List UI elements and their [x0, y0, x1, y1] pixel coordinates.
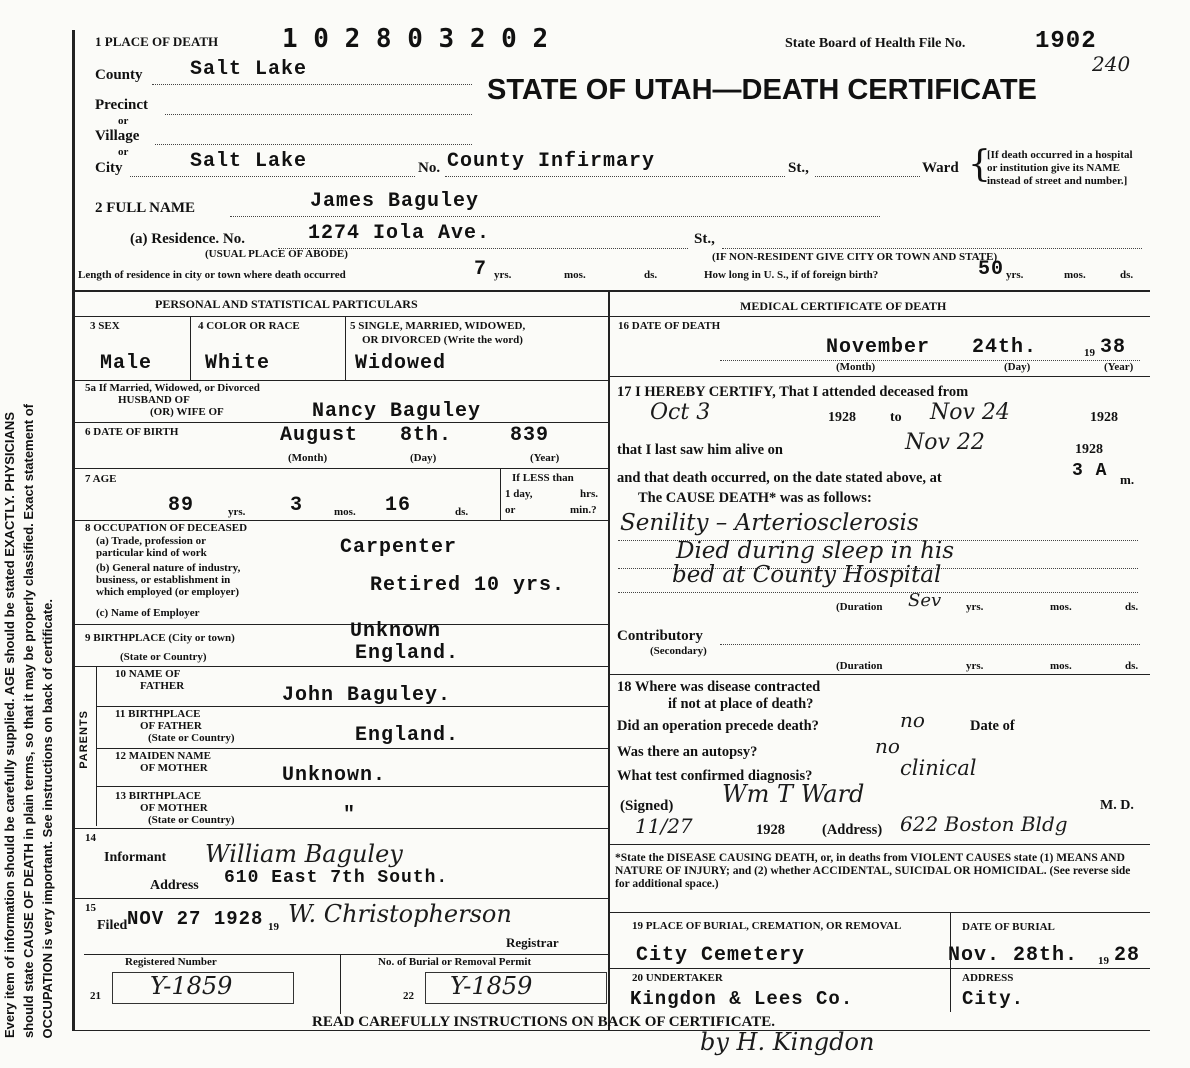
age-yrs: 89 — [168, 494, 195, 517]
us-residence-yrs: 50 — [978, 258, 1005, 281]
registered-number-number: 21 — [90, 990, 101, 1002]
mos-label: mos. — [564, 269, 586, 281]
ds-label: ds. — [1125, 660, 1139, 672]
dob-label: 6 DATE OF BIRTH — [85, 426, 179, 438]
death-year: 38 — [1100, 336, 1127, 359]
cause-label: The CAUSE DEATH* was as follows: — [638, 490, 872, 506]
min-label: min.? — [570, 504, 597, 516]
sex-label: 3 SEX — [90, 320, 120, 332]
dob-month: August — [280, 424, 359, 447]
rule — [340, 954, 341, 1014]
day-caption: (Day) — [410, 452, 437, 464]
father-birthplace: England. — [355, 724, 460, 747]
hrs-label: hrs. — [580, 488, 599, 500]
physician-signature: Wm T Ward — [722, 780, 865, 808]
last-saw-label: that I last saw him alive on — [617, 442, 783, 458]
street-no-value: County Infirmary — [447, 150, 656, 173]
test-label: What test confirmed diagnosis? — [617, 768, 813, 784]
occupation-label: 8 OCCUPATION OF DECEASED — [85, 522, 248, 534]
dob-day: 8th. — [400, 424, 453, 447]
rule — [190, 316, 191, 380]
operation-label: Did an operation precede death? — [617, 718, 819, 734]
informant-address-label: Address — [150, 878, 199, 893]
rule — [608, 912, 1150, 913]
mother-birthplace-label-2: OF MOTHER — [140, 802, 208, 814]
or-label: or — [505, 504, 516, 516]
where-contracted-label-2: if not at place of death? — [668, 696, 814, 712]
personal-header: PERSONAL AND STATISTICAL PARTICULARS — [155, 297, 418, 311]
yrs-label: yrs. — [966, 660, 984, 672]
one-day-label: 1 day, — [505, 488, 533, 500]
color-value: White — [205, 352, 271, 375]
birthplace-label: 9 BIRTHPLACE (City or town) — [85, 632, 235, 644]
to-label: to — [890, 410, 902, 425]
attended-to-year: 1928 — [1090, 410, 1118, 425]
rule — [72, 624, 608, 625]
ward-label: Ward — [922, 160, 959, 176]
sex-value: Male — [100, 352, 153, 375]
age-ds: 16 — [385, 494, 412, 517]
permit-number-label: 22 — [403, 990, 414, 1002]
last-saw-year: 1928 — [1075, 442, 1103, 457]
street-label: St., — [788, 160, 809, 176]
sidebar-line-2: should state CAUSE OF DEATH in plain terms, so that it may be properly classified. Exact statement of — [21, 403, 36, 1038]
occupation-a-label: (a) Trade, profession or — [96, 535, 206, 547]
certify-label: 17 I HEREBY CERTIFY, That I attended deceased from — [617, 384, 969, 400]
registered-number-label: Registered Number — [125, 956, 217, 968]
duration-value: Sev — [908, 590, 942, 611]
sidebar-line-1: Every item of information should be carefully supplied. AGE should be stated EXACTLY. PHYSICIANS — [2, 411, 17, 1038]
undertaker-signature: by H. Kingdon — [700, 1028, 875, 1056]
attended-from: Oct 3 — [650, 400, 711, 425]
burial-permit-label: No. of Burial or Removal Permit — [378, 956, 532, 968]
informant-label: Informant — [104, 850, 167, 865]
spouse-label: 5a If Married, Widowed, or Divorced — [85, 382, 260, 394]
rule — [72, 316, 608, 317]
rule — [72, 666, 608, 667]
state-country-label: (State or Country) — [120, 651, 207, 663]
death-century: 19 — [1084, 347, 1095, 359]
county-label: County — [95, 67, 143, 83]
year-caption: (Year) — [1104, 361, 1134, 373]
address-label: (Address) — [822, 822, 883, 838]
rule — [96, 666, 97, 826]
occupation-b-label: (b) General nature of industry, — [96, 562, 241, 574]
ds-label: ds. — [644, 269, 658, 281]
date-of-label: Date of — [970, 718, 1015, 734]
city-label: City — [95, 160, 123, 176]
county-value: Salt Lake — [190, 58, 308, 81]
city-value: Salt Lake — [190, 150, 308, 173]
where-contracted-label: 18 Where was disease contracted — [617, 679, 821, 695]
sidebar-instructions — [0, 0, 62, 1068]
birthplace-state: England. — [355, 642, 460, 665]
color-label: 4 COLOR OR RACE — [198, 320, 300, 332]
undertaker-address: City. — [962, 988, 1025, 1010]
form-left-border — [72, 30, 75, 1030]
filed-date: NOV 27 1928 — [127, 908, 264, 930]
cause-line-2: Died during sleep in his — [676, 538, 955, 564]
precinct-label: Precinct — [95, 97, 149, 113]
rule — [96, 706, 608, 707]
yrs-label: yrs. — [494, 269, 512, 281]
undertaker-address-label: ADDRESS — [962, 972, 1014, 984]
month-caption: (Month) — [836, 361, 876, 373]
rule — [72, 468, 608, 469]
filed-number: 15 — [85, 902, 96, 914]
rule — [72, 422, 608, 423]
birthplace-city: Unknown — [350, 620, 442, 643]
mother-maiden-name: Unknown. — [282, 764, 387, 787]
operation-value: no — [900, 708, 925, 732]
or-label: or — [118, 146, 129, 158]
mother-maiden-label: 12 MAIDEN NAME — [115, 750, 211, 762]
occupation-trade: Carpenter — [340, 536, 458, 559]
dob-year: 839 — [510, 424, 550, 447]
wife-of-label: (OR) WIFE OF — [150, 406, 224, 418]
column-divider — [608, 290, 610, 1030]
signed-label: (Signed) — [620, 798, 674, 814]
occupation-industry: Retired 10 yrs. — [370, 574, 566, 597]
street-no-label: No. — [418, 160, 441, 176]
filed-label: Filed — [97, 918, 128, 933]
undertaker: Kingdon & Lees Co. — [630, 988, 854, 1010]
ds-label: ds. — [1125, 601, 1139, 613]
mos-label: mos. — [1050, 601, 1072, 613]
mother-birthplace-label: 13 BIRTHPLACE — [115, 790, 202, 802]
test-value: clinical — [900, 756, 977, 780]
duration-label: (Duration — [836, 660, 883, 672]
usual-abode-note: (USUAL PLACE OF ABODE) — [205, 248, 348, 260]
employer-label: (c) Name of Employer — [96, 607, 200, 619]
serial-number: 1 0 2 8 0 3 2 0 2 — [282, 24, 549, 54]
residence-st-label: St., — [694, 231, 715, 247]
mother-birthplace: " — [343, 804, 357, 827]
rule — [72, 828, 608, 829]
death-time: 3 A — [1072, 461, 1108, 481]
rule — [96, 748, 608, 749]
marital-label-2: OR DIVORCED (Write the word) — [362, 334, 523, 346]
undertaker-label: 20 UNDERTAKER — [632, 972, 723, 984]
attended-from-year: 1928 — [828, 410, 856, 425]
file-no-extra: 240 — [1092, 52, 1131, 76]
autopsy-value: no — [875, 734, 900, 758]
occupation-a-label-2: particular kind of work — [96, 547, 207, 559]
rule — [608, 674, 1150, 675]
rule — [84, 954, 608, 955]
yrs-label: yrs. — [1006, 269, 1024, 281]
residence-label: (a) Residence. No. — [130, 231, 245, 247]
footer-instructions: READ CAREFULLY INSTRUCTIONS ON BACK OF CERTIFICATE. — [312, 1014, 776, 1030]
father-label: FATHER — [140, 680, 185, 692]
certificate-title: STATE OF UTAH—DEATH CERTIFICATE — [487, 74, 1037, 106]
place-of-death-label: 1 PLACE OF DEATH — [95, 34, 219, 49]
last-saw-date: Nov 22 — [905, 430, 985, 455]
age-mos: 3 — [290, 494, 304, 517]
duration-label: (Duration — [836, 601, 883, 613]
permit-number: Y-1859 — [450, 972, 533, 1000]
occupation-b-label-3: which employed (or employer) — [96, 586, 240, 598]
md-label: M. D. — [1100, 798, 1134, 813]
informant-address: 610 East 7th South. — [224, 868, 449, 888]
rule — [345, 316, 346, 380]
filed-century: 19 — [268, 921, 279, 933]
or-label: or — [118, 115, 129, 127]
cause-instructions-note: *State the DISEASE CAUSING DEATH, or, in deaths from VIOLENT CAUSES state (1) MEANS AND NATURE OF INJURY; and (2) whether ACCIDENTAL, SUICIDAL OR HOMICIDAL. (See reverse side for additional space.) — [615, 852, 1131, 890]
secondary-label: (Secondary) — [650, 645, 707, 657]
section-divider — [72, 290, 1150, 292]
sidebar-line-3: OCCUPATION is very important. See instructions on back of certificate. — [40, 598, 55, 1038]
contributory-label: Contributory — [617, 628, 703, 644]
full-name-value: James Baguley — [310, 190, 480, 213]
burial-date: Nov. 28th. — [948, 944, 1079, 967]
burial-place: City Cemetery — [636, 944, 806, 967]
day-caption: (Day) — [1004, 361, 1031, 373]
rule — [608, 844, 1150, 845]
attended-to: Nov 24 — [930, 400, 1010, 425]
yrs-label: yrs. — [228, 506, 246, 518]
registered-number: Y-1859 — [150, 972, 233, 1000]
occupation-b-label-2: business, or establishment in — [96, 574, 231, 586]
ds-label: ds. — [455, 506, 469, 518]
burial-date-label: DATE OF BURIAL — [962, 921, 1055, 933]
father-name-label: 10 NAME OF — [115, 668, 181, 680]
brace-icon: { — [968, 144, 991, 185]
death-month: November — [826, 336, 931, 359]
less-than-label: If LESS than — [512, 472, 574, 484]
father-birthplace-label-3: (State or Country) — [148, 732, 235, 744]
death-time-label: and that death occurred, on the date stated above, at — [617, 470, 942, 486]
sign-year: 1928 — [756, 822, 785, 838]
registrar-signature: W. Christopherson — [288, 900, 512, 928]
registrar-label: Registrar — [506, 935, 559, 950]
ward-note: [If death occurred in a hospital or institution give its NAME instead of street and number.] — [987, 149, 1133, 187]
husband-of-label: HUSBAND OF — [118, 394, 190, 406]
informant-signature: William Baguley — [205, 840, 403, 868]
rule — [500, 468, 501, 520]
burial-place-label: 19 PLACE OF BURIAL, CREMATION, OR REMOVAL — [632, 920, 902, 932]
mother-label: OF MOTHER — [140, 762, 208, 774]
marital-label: 5 SINGLE, MARRIED, WIDOWED, — [350, 320, 526, 332]
physician-address: 622 Boston Bldg — [900, 812, 1068, 836]
spouse-value: Nancy Baguley — [312, 400, 482, 423]
length-residence-label: Length of residence in city or town where death occurred — [78, 269, 346, 281]
rule — [608, 968, 1150, 969]
mos-label: mos. — [334, 506, 356, 518]
am-label: m. — [1120, 472, 1135, 487]
mos-label: mos. — [1064, 269, 1086, 281]
rule — [72, 380, 608, 381]
medical-header: MEDICAL CERTIFICATE OF DEATH — [740, 299, 947, 313]
marital-value: Widowed — [355, 352, 447, 375]
mos-label: mos. — [1050, 660, 1072, 672]
rule — [608, 316, 1150, 317]
date-of-death-label: 16 DATE OF DEATH — [618, 320, 721, 332]
yrs-label: yrs. — [966, 601, 984, 613]
father-birthplace-label-2: OF FATHER — [140, 720, 202, 732]
village-label: Village — [95, 128, 140, 144]
father-birthplace-label: 11 BIRTHPLACE — [115, 708, 201, 720]
month-caption: (Month) — [288, 452, 328, 464]
residence-value: 1274 Iola Ave. — [308, 222, 491, 245]
length-residence-yrs: 7 — [474, 258, 488, 281]
rule — [72, 520, 608, 521]
file-no-label: State Board of Health File No. — [785, 36, 966, 51]
parents-label: PARENTS — [78, 710, 90, 769]
file-no: 1902 — [1035, 28, 1097, 55]
rule — [72, 898, 608, 899]
informant-number: 14 — [85, 832, 96, 844]
year-caption: (Year) — [530, 452, 560, 464]
full-name-label: 2 FULL NAME — [95, 200, 196, 216]
burial-century: 19 — [1098, 955, 1109, 967]
mother-birthplace-label-3: (State or Country) — [148, 814, 235, 826]
non-resident-note: (IF NON-RESIDENT GIVE CITY OR TOWN AND STATE) — [712, 251, 998, 263]
autopsy-label: Was there an autopsy? — [617, 744, 758, 760]
age-label: 7 AGE — [85, 473, 117, 485]
father-name: John Baguley. — [282, 684, 452, 707]
death-day: 24th. — [972, 336, 1038, 359]
ds-label: ds. — [1120, 269, 1134, 281]
burial-year: 28 — [1114, 944, 1141, 967]
rule — [96, 786, 608, 787]
cause-line-1: Senility – Arteriosclerosis — [620, 510, 919, 536]
cause-line-3: bed at County Hospital — [672, 562, 942, 588]
rule — [608, 376, 1150, 377]
sign-date: 11/27 — [635, 814, 693, 838]
us-residence-label: How long in U. S., if of foreign birth? — [704, 269, 879, 281]
